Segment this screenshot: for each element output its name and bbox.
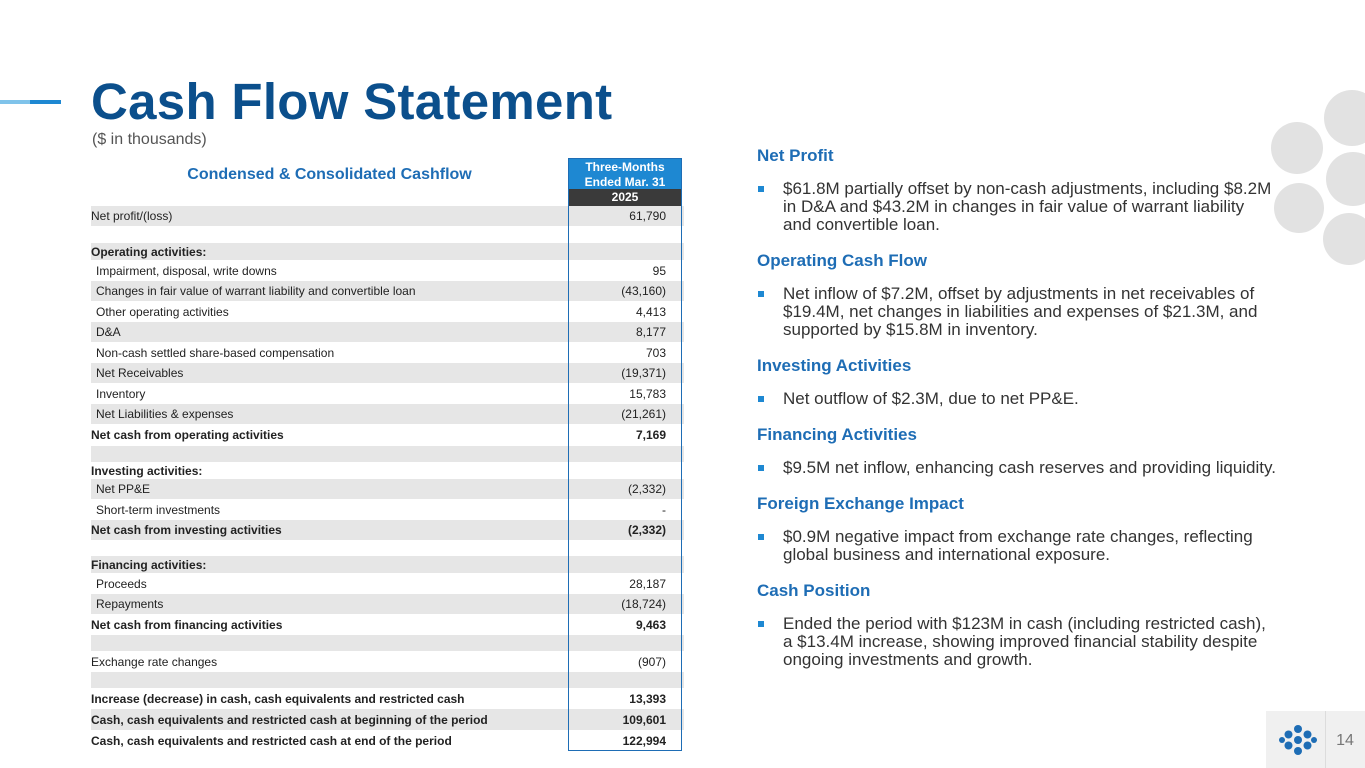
table-row [91, 342, 684, 363]
row-label: Net cash from operating activities [91, 428, 284, 442]
bullet-text: Net inflow of $7.2M, offset by adjustments in net receivables of $19.4M, net changes in liabilities and expenses of $21.3M, and supported by $15.8M in inventory. [783, 284, 1258, 339]
commentary-section [757, 356, 1277, 408]
row-label: Non-cash settled share-based compensation [96, 345, 335, 360]
table-row [91, 404, 684, 424]
decorative-circle [1323, 213, 1365, 265]
row-value: 9,463 [635, 617, 666, 632]
row-value: (2,332) [627, 523, 666, 537]
table-row [91, 672, 684, 688]
table-row [91, 594, 684, 614]
footer-separator [1325, 711, 1326, 768]
row-value: 28,187 [629, 576, 666, 591]
bullet-text: $9.5M net inflow, enhancing cash reserves and providing liquidity. [783, 458, 1276, 477]
table-row [91, 499, 684, 520]
row-value: 703 [645, 345, 666, 360]
row-value: (19,371) [621, 366, 666, 380]
period-column-header-line1: Three-Months [585, 160, 665, 174]
table-row [91, 556, 684, 573]
table-body [91, 206, 684, 751]
row-label: Net Liabilities & expenses [96, 407, 234, 421]
row-label: Cash, cash equivalents and restricted cash at end of the period [91, 733, 452, 748]
table-row [91, 540, 684, 556]
table-row [91, 709, 684, 730]
section-title: Investing Activities [757, 356, 912, 375]
bullet-text: Net outflow of $2.3M, due to net PP&E. [783, 389, 1079, 408]
row-value: (43,160) [621, 284, 666, 298]
decorative-circle [1326, 152, 1365, 206]
row-value: 15,783 [629, 386, 666, 401]
row-label: Net Receivables [96, 366, 184, 380]
table-row [91, 301, 684, 322]
table-row [91, 688, 684, 709]
bullet-item [757, 459, 1277, 477]
bullet-item [757, 528, 1277, 564]
commentary-section [757, 425, 1277, 477]
row-label: Increase (decrease) in cash, cash equivalents and restricted cash [91, 691, 465, 706]
row-value: (18,724) [621, 597, 666, 611]
row-label: Impairment, disposal, write downs [96, 263, 277, 278]
row-value: (2,332) [627, 482, 666, 496]
row-label: Net cash from investing activities [91, 523, 282, 537]
bullet-square-icon [758, 291, 764, 297]
row-label: Net cash from financing activities [91, 617, 283, 632]
row-label: Financing activities: [91, 557, 207, 572]
table-row [91, 462, 684, 479]
row-value: 109,601 [622, 712, 666, 727]
row-value: 4,413 [635, 304, 666, 319]
page-subtitle: ($ in thousands) [92, 131, 207, 148]
section-title: Operating Cash Flow [757, 251, 928, 270]
bullet-square-icon [758, 534, 764, 540]
table-header [91, 158, 684, 206]
table-row [91, 651, 684, 672]
page-number: 14 [1336, 732, 1354, 749]
decorative-circle [1271, 122, 1323, 174]
row-label: Repayments [96, 597, 164, 611]
row-label: Other operating activities [96, 304, 229, 319]
section-title: Financing Activities [757, 425, 917, 444]
table-row [91, 446, 684, 462]
row-label: Proceeds [96, 576, 147, 591]
period-column-header [568, 158, 682, 189]
bullet-item [757, 285, 1277, 339]
commentary-section [757, 146, 1277, 234]
decorative-circle [1324, 90, 1365, 146]
row-label: Operating activities: [91, 244, 207, 259]
row-value: (21,261) [621, 407, 666, 421]
bullet-text: Ended the period with $123M in cash (including restricted cash), a $13.4M increase, showing improved financial stability despite ongoing investments and growth. [783, 614, 1266, 669]
section-title: Foreign Exchange Impact [757, 494, 964, 513]
accent-line-dark [30, 100, 61, 104]
row-label: Inventory [96, 386, 146, 401]
row-value: - [662, 502, 666, 517]
row-label: Changes in fair value of warrant liability and convertible loan [96, 284, 416, 298]
row-label: Investing activities: [91, 463, 203, 478]
row-label: Exchange rate changes [91, 654, 218, 669]
decorative-circle [1274, 183, 1324, 233]
row-label: Net PP&E [96, 482, 151, 496]
year-column-header: 2025 [568, 189, 682, 206]
table-row [91, 383, 684, 404]
row-label: D&A [96, 325, 121, 339]
page-title: Cash Flow Statement [91, 73, 613, 130]
commentary-section [757, 494, 1277, 564]
bullet-square-icon [758, 186, 764, 192]
table-row [91, 730, 684, 751]
row-value: 13,393 [629, 691, 666, 706]
row-label: Short-term investments [96, 502, 221, 517]
table-row [91, 424, 684, 446]
commentary-section [757, 581, 1277, 669]
table-row [91, 281, 684, 301]
table-row [91, 206, 684, 226]
bullet-square-icon [758, 396, 764, 402]
table-title: Condensed & Consolidated Cashflow [187, 166, 472, 183]
bullet-item [757, 180, 1277, 234]
bullet-text: $61.8M partially offset by non-cash adjustments, including $8.2M in D&A and $43.2M in changes in fair value of warrant liability and convertible loan. [783, 179, 1272, 234]
table-row [91, 260, 684, 281]
section-title: Cash Position [757, 581, 871, 600]
table-row [91, 243, 684, 260]
table-row [91, 322, 684, 342]
cashflow-table [91, 158, 684, 751]
bullet-square-icon [758, 621, 764, 627]
row-label: Cash, cash equivalents and restricted cash at beginning of the period [91, 712, 488, 727]
commentary-section [757, 251, 1277, 339]
table-row [91, 226, 684, 243]
row-value: 95 [652, 263, 666, 278]
table-row [91, 520, 684, 540]
company-logo-icon [1279, 721, 1317, 759]
bullet-item [757, 615, 1277, 669]
row-value: 122,994 [622, 733, 666, 748]
table-row [91, 363, 684, 383]
table-row [91, 479, 684, 499]
row-value: (907) [637, 654, 666, 669]
table-row [91, 573, 684, 594]
accent-line-light [0, 100, 30, 104]
commentary-panel [757, 146, 1277, 669]
row-label: Net profit/(loss) [91, 209, 173, 223]
period-column-header-line2: Ended Mar. 31 [584, 175, 666, 189]
row-value: 61,790 [629, 209, 666, 223]
table-row [91, 635, 684, 651]
section-title: Net Profit [757, 146, 834, 165]
row-value: 8,177 [635, 325, 666, 339]
bullet-item [757, 390, 1277, 408]
table-row [91, 614, 684, 635]
bullet-square-icon [758, 465, 764, 471]
row-value: 7,169 [635, 428, 666, 442]
bullet-text: $0.9M negative impact from exchange rate changes, reflecting global business and international exposure. [783, 527, 1253, 564]
